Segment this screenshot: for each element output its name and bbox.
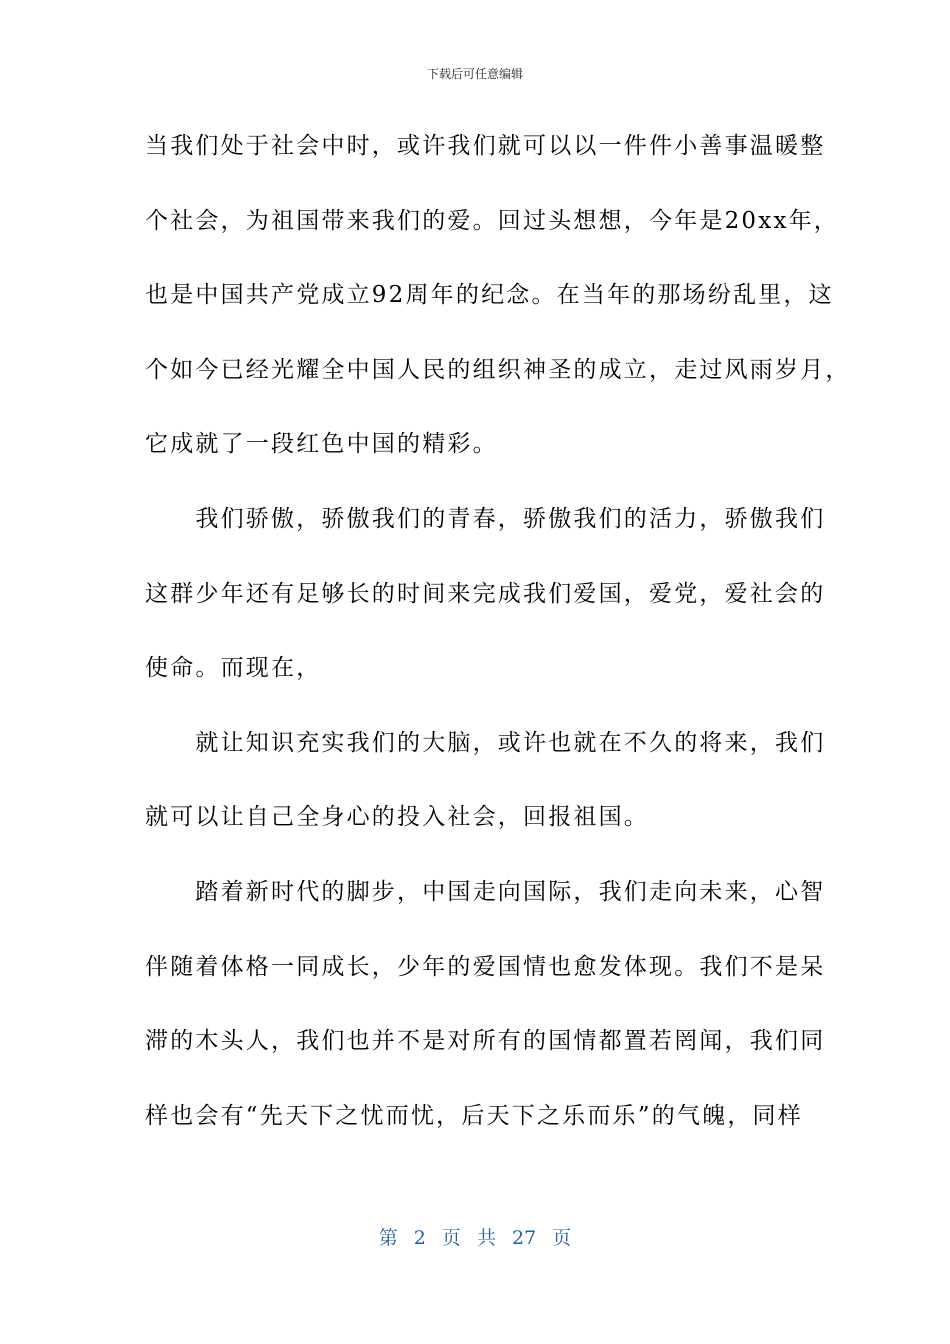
text-line: 踏着新时代的脚步，中国走向国际，我们走向未来，心智 bbox=[145, 878, 826, 905]
page-footer bbox=[0, 1226, 950, 1250]
footer-label-page-end: 页 bbox=[552, 1227, 572, 1249]
text-line: 这群少年还有足够长的时间来完成我们爱国，爱党，爱社会的 bbox=[145, 580, 826, 607]
footer-label-total: 共 bbox=[476, 1227, 496, 1249]
text-line: 个社会，为祖国带来我们的爱。回过头想想，今年是20xx年， bbox=[145, 207, 840, 234]
footer-current-page: 2 bbox=[413, 1227, 426, 1249]
text-line: 滞的木头人，我们也并不是对所有的国情都置若罔闻，我们同 bbox=[145, 1028, 826, 1055]
page-header: 下载后可任意编辑 bbox=[426, 67, 523, 81]
text-line: 伴随着体格一同成长，少年的爱国情也愈发体现。我们不是呆 bbox=[145, 953, 826, 980]
text-line: 它成就了一段红色中国的精彩。 bbox=[145, 431, 498, 458]
footer-label-page: 页 bbox=[441, 1227, 461, 1249]
text-line: 就让知识充实我们的大脑，或许也就在不久的将来，我们 bbox=[145, 729, 826, 756]
text-line: 我们骄傲，骄傲我们的青春，骄傲我们的活力，骄傲我们 bbox=[145, 505, 826, 532]
text-line: 当我们处于社会中时，或许我们就可以以一件件小善事温暖整 bbox=[145, 133, 826, 159]
document-body bbox=[145, 128, 851, 1172]
text-line: 也是中国共产党成立92周年的纪念。在当年的那场纷乱里，这 bbox=[145, 282, 834, 309]
footer-label-first: 第 bbox=[378, 1227, 398, 1249]
text-line: 使命。而现在， bbox=[145, 655, 322, 682]
text-line: 个如今已经光耀全中国人民的组织神圣的成立，走过风雨岁月， bbox=[145, 356, 851, 383]
text-line: 样也会有“先天下之忧而忧，后天下之乐而乐”的气魄，同样 bbox=[145, 1102, 803, 1129]
footer-total-pages: 27 bbox=[512, 1227, 537, 1249]
text-line: 就可以让自己全身心的投入社会，回报祖国。 bbox=[145, 804, 649, 831]
